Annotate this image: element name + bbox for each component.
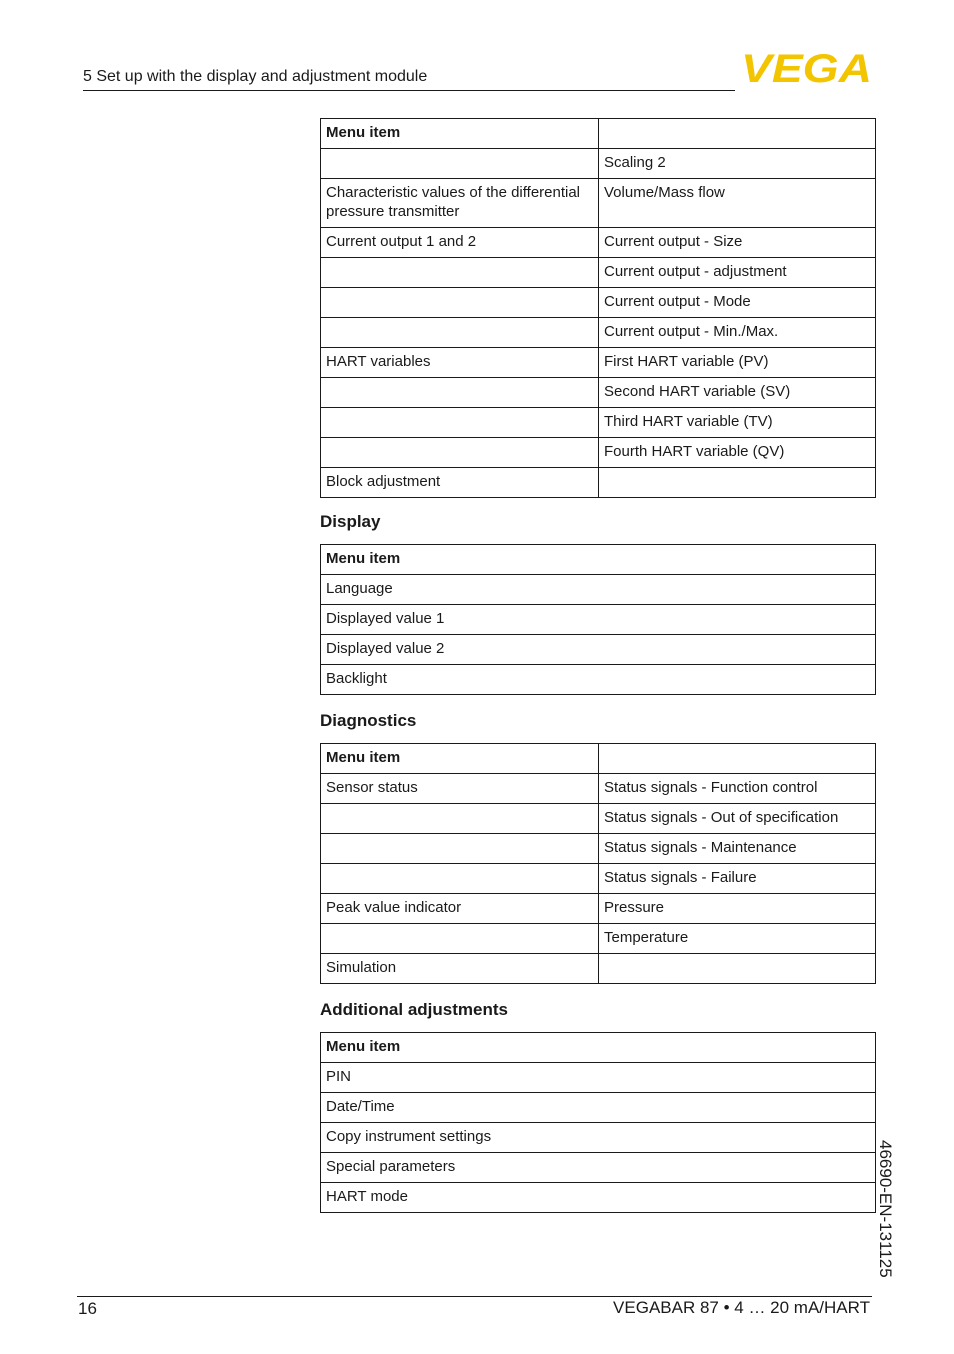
sub-item-cell: Fourth HART variable (QV) [599,438,876,468]
table-row [321,864,876,894]
sub-item-cell: Status signals - Failure [599,864,876,894]
menu-item-cell [321,408,599,438]
sub-item-cell: Current output - Size [599,228,876,258]
table-row [321,179,876,228]
sub-item-cell: First HART variable (PV) [599,348,876,378]
product-name: VEGABAR 87 • 4 … 20 mA/HART [613,1298,870,1317]
sub-item-cell: Current output - Mode [599,288,876,318]
footer-rule [77,1296,872,1297]
menu-item-cell: Special parameters [321,1153,876,1183]
table-menu-additional [320,1032,876,1213]
sub-item-cell: Volume/Mass flow [599,179,876,228]
table-row [321,1153,876,1183]
header-rule [83,90,735,91]
table-row [321,954,876,984]
menu-item-cell [321,149,599,179]
table-row [321,228,876,258]
document-number: 46690-EN-131125 [876,1140,895,1278]
sub-item-cell: Scaling 2 [599,149,876,179]
menu-item-cell [321,834,599,864]
vega-logo-text: VEGA [741,51,872,85]
sub-item-cell: Current output - Min./Max. [599,318,876,348]
header-cell: Menu item [321,1033,876,1063]
table-row [321,774,876,804]
table-row [321,894,876,924]
menu-item-cell: Language [321,575,876,605]
menu-item-cell: Block adjustment [321,468,599,498]
menu-item-cell: Characteristic values of the differential pressure transmitter [321,179,599,228]
table-row [321,834,876,864]
table-row [321,318,876,348]
section-heading-diagnostics: Diagnostics [320,711,417,730]
menu-item-cell [321,924,599,954]
table-menu-diagnostics [320,743,876,984]
header-cell [599,744,876,774]
table-row [321,665,876,695]
table-row [321,468,876,498]
menu-item-cell: Displayed value 2 [321,635,876,665]
page-header-title: 5 Set up with the display and adjustment module [83,68,428,85]
menu-item-cell [321,438,599,468]
header-cell: Menu item [321,744,599,774]
table-menu-setup [320,118,876,498]
table-row [321,924,876,954]
section-heading-additional: Additional adjustments [320,1000,508,1019]
table-row [321,408,876,438]
header-cell: Menu item [321,119,599,149]
table-row [321,1093,876,1123]
menu-item-cell [321,864,599,894]
menu-item-cell [321,288,599,318]
table-header-row [321,1033,876,1063]
header-cell: Menu item [321,545,876,575]
menu-item-cell: PIN [321,1063,876,1093]
menu-item-cell [321,804,599,834]
table-row [321,348,876,378]
sub-item-cell: Status signals - Maintenance [599,834,876,864]
sub-item-cell: Status signals - Out of specification [599,804,876,834]
table-menu-display [320,544,876,695]
menu-item-cell: Current output 1 and 2 [321,228,599,258]
table-row [321,1183,876,1213]
menu-item-cell [321,378,599,408]
table-header-row [321,119,876,149]
table-row [321,378,876,408]
vega-logo [741,51,873,85]
table-row [321,804,876,834]
menu-item-cell: Simulation [321,954,599,984]
table-row [321,1063,876,1093]
sub-item-cell: Third HART variable (TV) [599,408,876,438]
sub-item-cell: Current output - adjustment [599,258,876,288]
menu-item-cell: Peak value indicator [321,894,599,924]
menu-item-cell [321,318,599,348]
sub-item-cell: Pressure [599,894,876,924]
menu-item-cell [321,258,599,288]
menu-item-cell: Copy instrument settings [321,1123,876,1153]
table-header-row [321,545,876,575]
table-row [321,288,876,318]
page-number: 16 [78,1299,97,1318]
sub-item-cell: Status signals - Function control [599,774,876,804]
menu-item-cell: Sensor status [321,774,599,804]
menu-item-cell: Displayed value 1 [321,605,876,635]
header-cell [599,119,876,149]
table-row [321,438,876,468]
menu-item-cell: Date/Time [321,1093,876,1123]
table-row [321,1123,876,1153]
menu-item-cell: Backlight [321,665,876,695]
table-row [321,575,876,605]
sub-item-cell: Second HART variable (SV) [599,378,876,408]
section-heading-display: Display [320,512,381,531]
table-row [321,605,876,635]
table-row [321,258,876,288]
table-row [321,149,876,179]
table-row [321,635,876,665]
menu-item-cell: HART variables [321,348,599,378]
table-header-row [321,744,876,774]
menu-item-cell: HART mode [321,1183,876,1213]
sub-item-cell [599,468,876,498]
sub-item-cell: Temperature [599,924,876,954]
sub-item-cell [599,954,876,984]
